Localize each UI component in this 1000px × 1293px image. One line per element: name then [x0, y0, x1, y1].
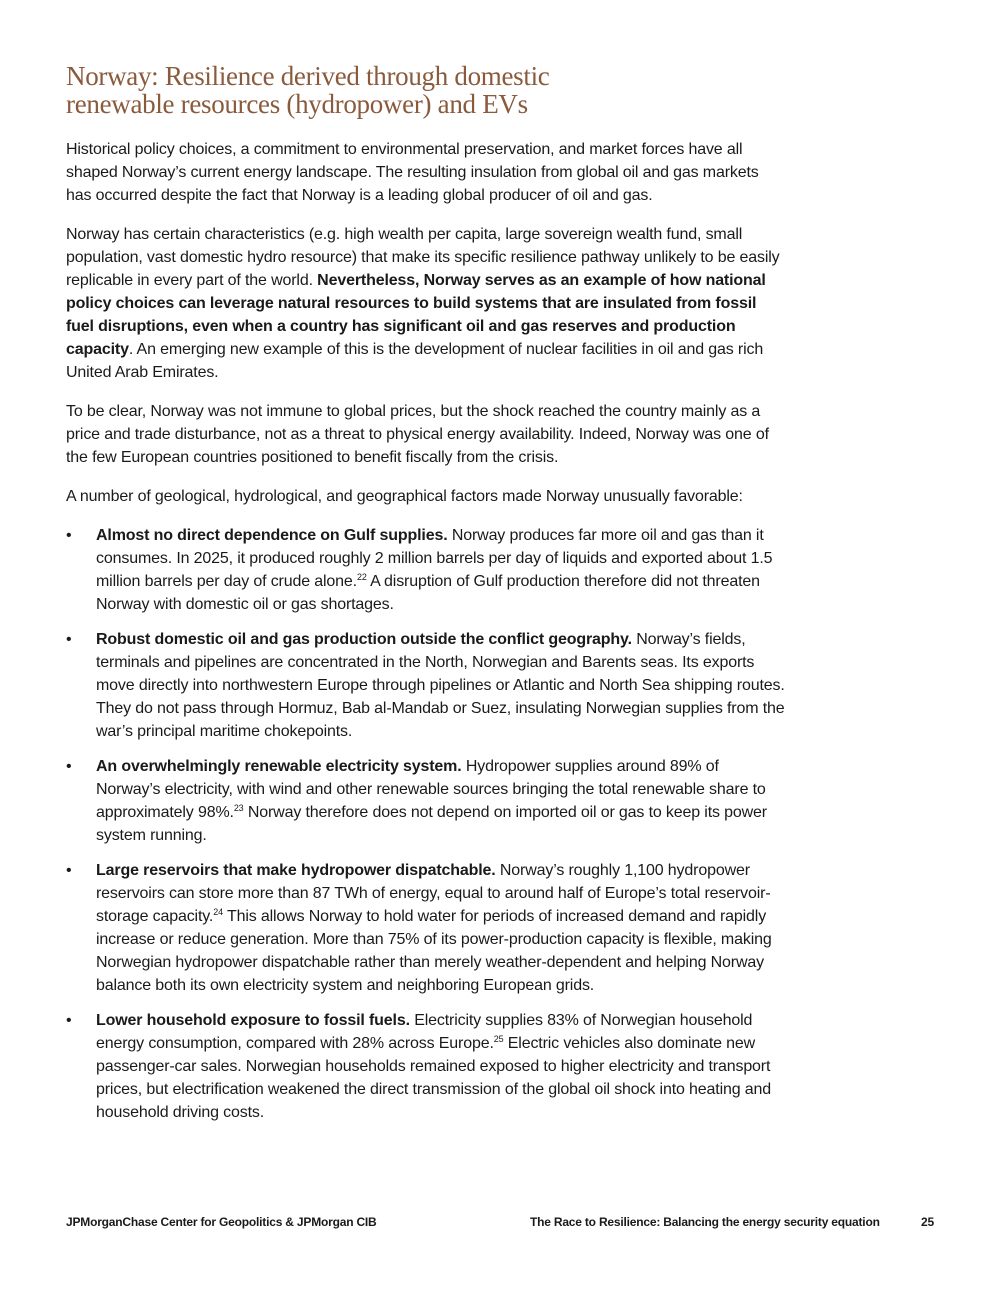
page-title: [66, 62, 786, 118]
paragraph-factors-intro: A number of geological, hydrological, and geographical factors made Norway unusually favorable:: [66, 488, 743, 505]
list-item-text-continued: Electric vehicles also dominate new passenger-car sales. Norwegian households remained exposed to higher electricity and transport prices, but electrification weakened the direct transmission of the global oil shock into heating and household driving costs.: [96, 1035, 772, 1121]
list-item-heading: Lower household exposure to fossil fuels.: [96, 1012, 410, 1029]
footnote-ref[interactable]: 23: [233, 803, 244, 813]
list-item: [66, 524, 786, 616]
paragraph-characteristics-text-a: Norway has certain characteristics (e.g. high wealth per capita, large sovereign wealth fund, small population, vast domestic hydro resource) that make its specific resilience pathway unlikely to be easily replicable in every part of the world.: [66, 226, 780, 289]
list-item: [66, 628, 786, 743]
list-item: [66, 755, 786, 847]
list-item-text: Electricity supplies 83% of Norwegian household energy consumption, compared with 28% across Europe.: [96, 1012, 753, 1052]
page-number: 25: [921, 1215, 934, 1229]
list-item-heading: Large reservoirs that make hydropower dispatchable.: [96, 862, 496, 879]
factors-list: [66, 524, 786, 1124]
paragraph-characteristics-bold: Nevertheless, Norway serves as an example of how national policy choices can leverage natural resources to build systems that are insulated from fossil fuel disruptions, even when a country has significant oil and gas reserves and production capacity: [66, 272, 766, 358]
bullet-icon: •: [66, 758, 72, 775]
list-item-heading: An overwhelmingly renewable electricity system.: [96, 758, 462, 775]
list-item-text-continued: Norway therefore does not depend on imported oil or gas to keep its power system running.: [96, 804, 767, 844]
footer-report-title: The Race to Resilience: Balancing the energy security equation: [530, 1215, 880, 1229]
bullet-icon: •: [66, 527, 72, 544]
list-item-text: Hydropower supplies around 89% of Norway’s electricity, with wind and other renewable sources bringing the total renewable share to approximately 98%.: [96, 758, 766, 821]
footnote-ref[interactable]: 24: [213, 907, 223, 917]
paragraph-price-shock: To be clear, Norway was not immune to global prices, but the shock reached the country mainly as a price and trade disturbance, not as a threat to physical energy availability. Indeed, Norway was one of the few European countries positioned to benefit fiscally from the crisis.: [66, 403, 769, 466]
footer-publisher: JPMorganChase Center for Geopolitics & JPMorgan CIB: [66, 1215, 377, 1229]
paragraph-characteristics-text-b: . An emerging new example of this is the development of nuclear facilities in oil and gas rich United Arab Emirates.: [66, 341, 764, 381]
list-item-text-continued: This allows Norway to hold water for periods of increased demand and rapidly increase or reduce generation. More than 75% of its power-production capacity is flexible, making Norwegian hydropower dispatchable rather than merely weather-dependent and helping Norway balance both its own electricity system and neighboring European grids.: [96, 908, 772, 994]
list-item: [66, 859, 786, 997]
list-item-heading: Robust domestic oil and gas production outside the conflict geography.: [96, 631, 632, 648]
page-content: [66, 62, 786, 1136]
bullet-icon: •: [66, 631, 72, 648]
page-title-line-2: renewable resources (hydropower) and EVs: [66, 89, 528, 119]
paragraph-intro: Historical policy choices, a commitment to environmental preservation, and market forces have all shaped Norway’s current energy landscape. The resulting insulation from global oil and gas markets has occurred despite the fact that Norway is a leading global producer of oil and gas.: [66, 141, 759, 204]
list-item-heading: Almost no direct dependence on Gulf supplies.: [96, 527, 448, 544]
list-item-text-continued: A disruption of Gulf production therefore did not threaten Norway with domestic oil or gas shortages.: [96, 573, 760, 613]
list-item-text: Norway’s roughly 1,100 hydropower reservoirs can store more than 87 TWh of energy, equal to around half of Europe’s total reservoir-storage capacity.: [96, 862, 771, 925]
paragraph-characteristics: [66, 223, 786, 384]
list-item-text: Norway produces far more oil and gas than it consumes. In 2025, it produced roughly 2 million barrels per day of liquids and exported about 1.5 million barrels per day of crude alone.: [96, 527, 773, 590]
list-item: [66, 1009, 786, 1124]
page-title-line-1: Norway: Resilience derived through domestic: [66, 61, 550, 91]
footnote-ref[interactable]: 22: [356, 572, 367, 582]
list-item-text: Norway’s fields, terminals and pipelines are concentrated in the North, Norwegian and Barents seas. Its exports move directly into northwestern Europe through pipelines or Atlantic and North Sea shipping routes. They do not pass through Hormuz, Bab al-Mandab or Suez, insulating Norwegian supplies from the war’s principal maritime chokepoints.: [96, 631, 785, 740]
footnote-ref[interactable]: 25: [493, 1034, 504, 1044]
bullet-icon: •: [66, 862, 72, 879]
bullet-icon: •: [66, 1012, 72, 1029]
